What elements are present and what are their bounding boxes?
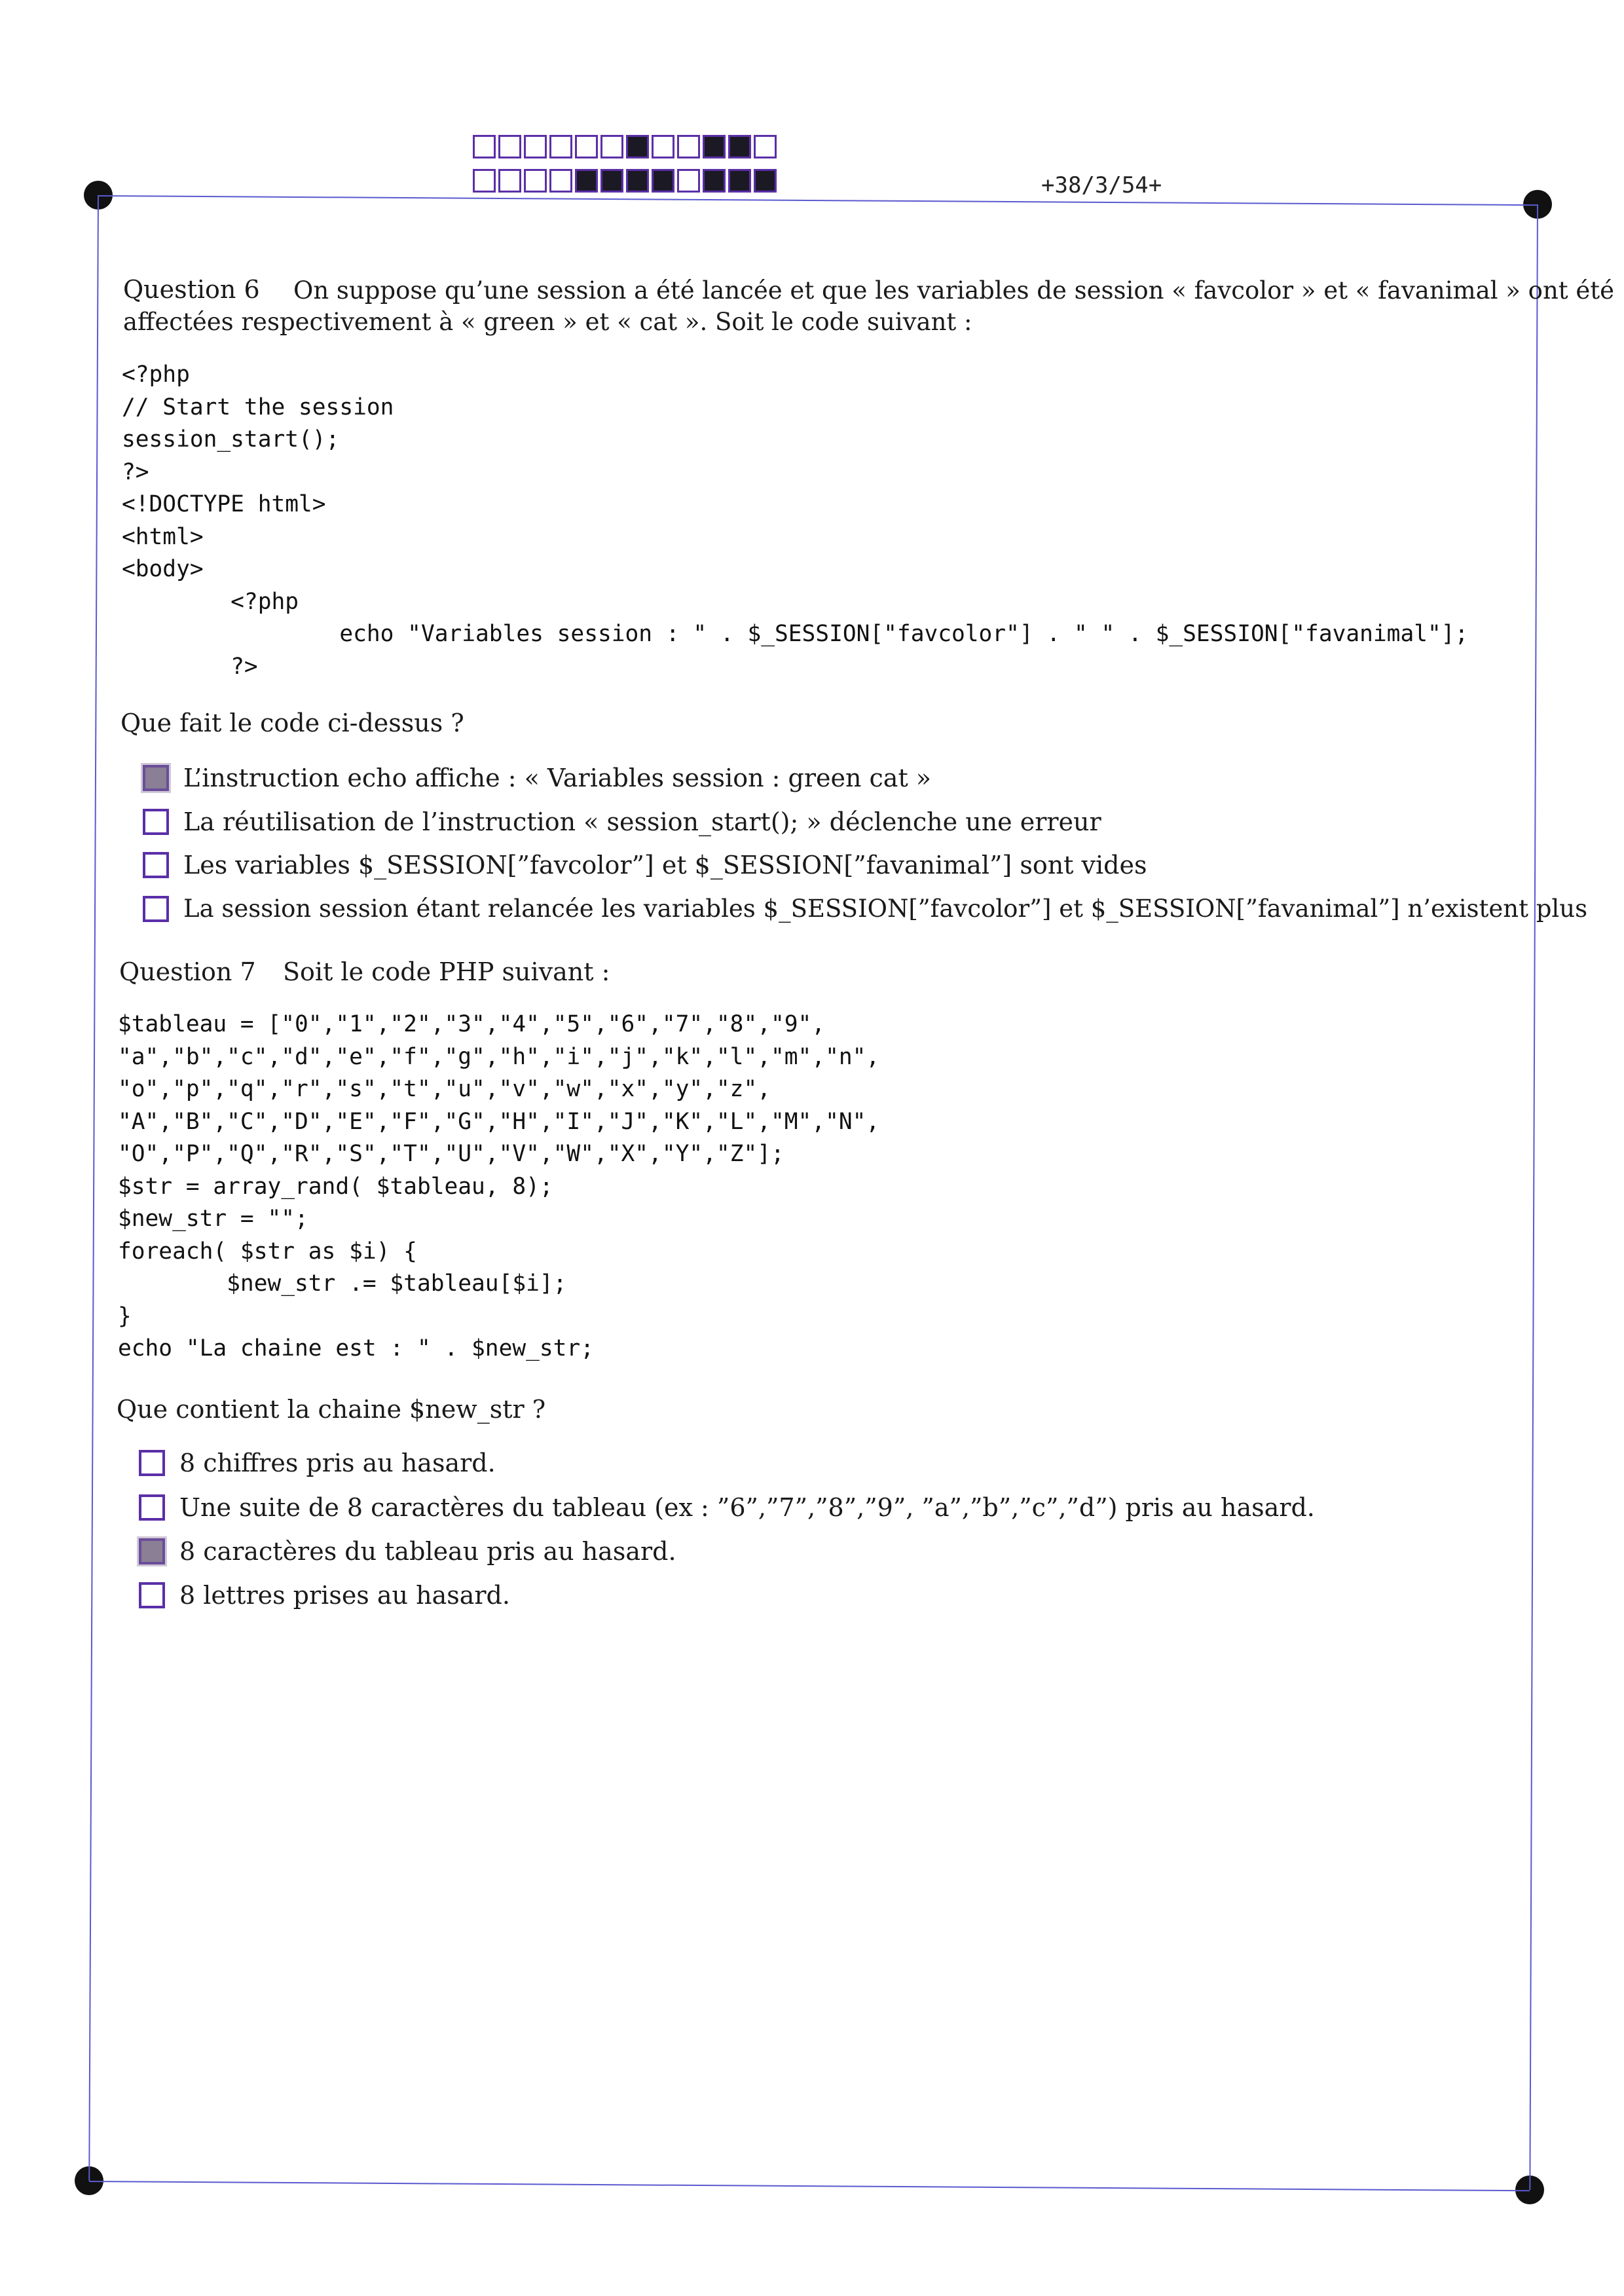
code-strip-cell xyxy=(728,169,751,193)
question-6-option-3[interactable] xyxy=(143,851,1147,880)
code-strip-cell xyxy=(498,169,521,193)
question-7-label: Question 7 xyxy=(119,957,256,986)
frame-top-line xyxy=(98,195,1538,206)
code-strip-cell xyxy=(728,135,751,158)
code-strip-cell xyxy=(600,135,623,158)
question-7-option-4-label: 8 lettres prises au hasard. xyxy=(179,1581,510,1610)
question-6-option-3-label: Les variables $_SESSION[”favcolor”] et $_SESSION[”favanimal”] sont vides xyxy=(183,851,1147,880)
question-7-option-4-checkbox[interactable] xyxy=(139,1582,165,1608)
code-strip-cell xyxy=(473,135,496,158)
code-strip-cell xyxy=(677,135,700,158)
question-7-option-4[interactable] xyxy=(139,1581,510,1610)
question-6-option-2-label: La réutilisation de l’instruction « session_start(); » déclenche une erreur xyxy=(183,807,1101,836)
code-strip-cell xyxy=(473,169,496,193)
question-6-option-1-checkbox[interactable] xyxy=(143,765,169,791)
page-code-strip-bottom xyxy=(473,169,779,193)
code-strip-cell xyxy=(549,169,572,193)
question-7-option-2[interactable] xyxy=(139,1493,1315,1522)
question-7-option-2-checkbox[interactable] xyxy=(139,1494,165,1521)
code-strip-cell xyxy=(549,135,572,158)
question-6-option-2[interactable] xyxy=(143,807,1101,836)
frame-right-line xyxy=(1529,204,1538,2190)
question-6-option-2-checkbox[interactable] xyxy=(143,809,169,835)
question-6-heading xyxy=(123,274,260,305)
code-strip-cell xyxy=(626,169,649,193)
code-strip-cell xyxy=(677,169,700,193)
question-6-intro-line1: On suppose qu’une session a été lancée et que les variables de session « favcolor » et « favanimal » ont été xyxy=(293,276,1615,305)
question-7-code-block: $tableau = ["0","1","2","3","4","5","6","7","8","9", "a","b","c","d","e","f","g","h","i","j","k","l","m","n", "o","p","q","r","s","t","u","v","w","x","y","z", "A","B","C","D","E","F","G","H","I","J","K","L","M","N", "O","P","Q","R","S","T","U","V","W","X","Y","Z"]; $str = array_rand( $tableau, 8); $new_str = ""; foreach( $str as $i) { $new_str .= $tableau[$i]; } echo "La chaine est : " . $new_str; xyxy=(118,1011,880,1361)
frame-left-line xyxy=(88,195,99,2181)
question-6-option-1-label: L’instruction echo affiche : « Variables session : green cat » xyxy=(183,764,932,792)
frame-bottom-line xyxy=(89,2181,1530,2191)
question-6-option-4[interactable] xyxy=(143,895,1587,923)
code-strip-cell xyxy=(652,169,674,193)
question-6-label: Question 6 xyxy=(123,275,260,304)
code-strip-cell xyxy=(703,169,726,193)
code-strip-cell xyxy=(498,135,521,158)
question-7-option-1-checkbox[interactable] xyxy=(139,1450,165,1476)
code-strip-cell xyxy=(652,135,674,158)
question-7-intro: Soit le code PHP suivant : xyxy=(283,957,610,986)
code-strip-cell xyxy=(575,135,598,158)
code-strip-cell xyxy=(754,169,777,193)
question-7-prompt: Que contient la chaine $new_str ? xyxy=(117,1395,546,1424)
question-6-option-1[interactable] xyxy=(143,764,931,792)
question-6-code-block: <?php // Start the session session_start(); ?> <!DOCTYPE html> <html> <body> <?php echo "Variables session : " . $_SESSION["favcolor"] . " " . $_SESSION["favanimal"]; ?> xyxy=(122,361,1469,680)
question-6-option-4-checkbox[interactable] xyxy=(143,896,169,922)
code-strip-cell xyxy=(626,135,649,158)
code-strip-cell xyxy=(754,135,777,158)
page-code-strip-top xyxy=(473,135,779,158)
question-6-prompt: Que fait le code ci-dessus ? xyxy=(120,709,464,737)
code-strip-cell xyxy=(600,169,623,193)
code-strip-cell xyxy=(703,135,726,158)
question-6-option-4-label: La session session étant relancée les variables $_SESSION[”favcolor”] et $_SESSION[”favanimal”] n’existent plus xyxy=(183,895,1588,923)
question-7-option-3[interactable] xyxy=(139,1537,676,1566)
question-7-option-1-label: 8 chiffres pris au hasard. xyxy=(179,1449,496,1477)
question-7-heading xyxy=(119,956,256,988)
code-strip-cell xyxy=(524,169,547,193)
code-strip-cell xyxy=(575,169,598,193)
page-identifier: +38/3/54+ xyxy=(1041,172,1162,198)
question-6-option-3-checkbox[interactable] xyxy=(143,852,169,878)
question-7-option-3-checkbox[interactable] xyxy=(139,1538,165,1565)
code-strip-cell xyxy=(524,135,547,158)
question-7-option-3-label: 8 caractères du tableau pris au hasard. xyxy=(179,1537,676,1566)
question-7-option-1[interactable] xyxy=(139,1449,496,1477)
question-7-option-2-label: Une suite de 8 caractères du tableau (ex : ”6”,”7”,”8”,”9”, ”a”,”b”,”c”,”d”) pris au hasard. xyxy=(179,1493,1315,1522)
question-6-intro-line2: affectées respectivement à « green » et « cat ». Soit le code suivant : xyxy=(123,308,972,336)
